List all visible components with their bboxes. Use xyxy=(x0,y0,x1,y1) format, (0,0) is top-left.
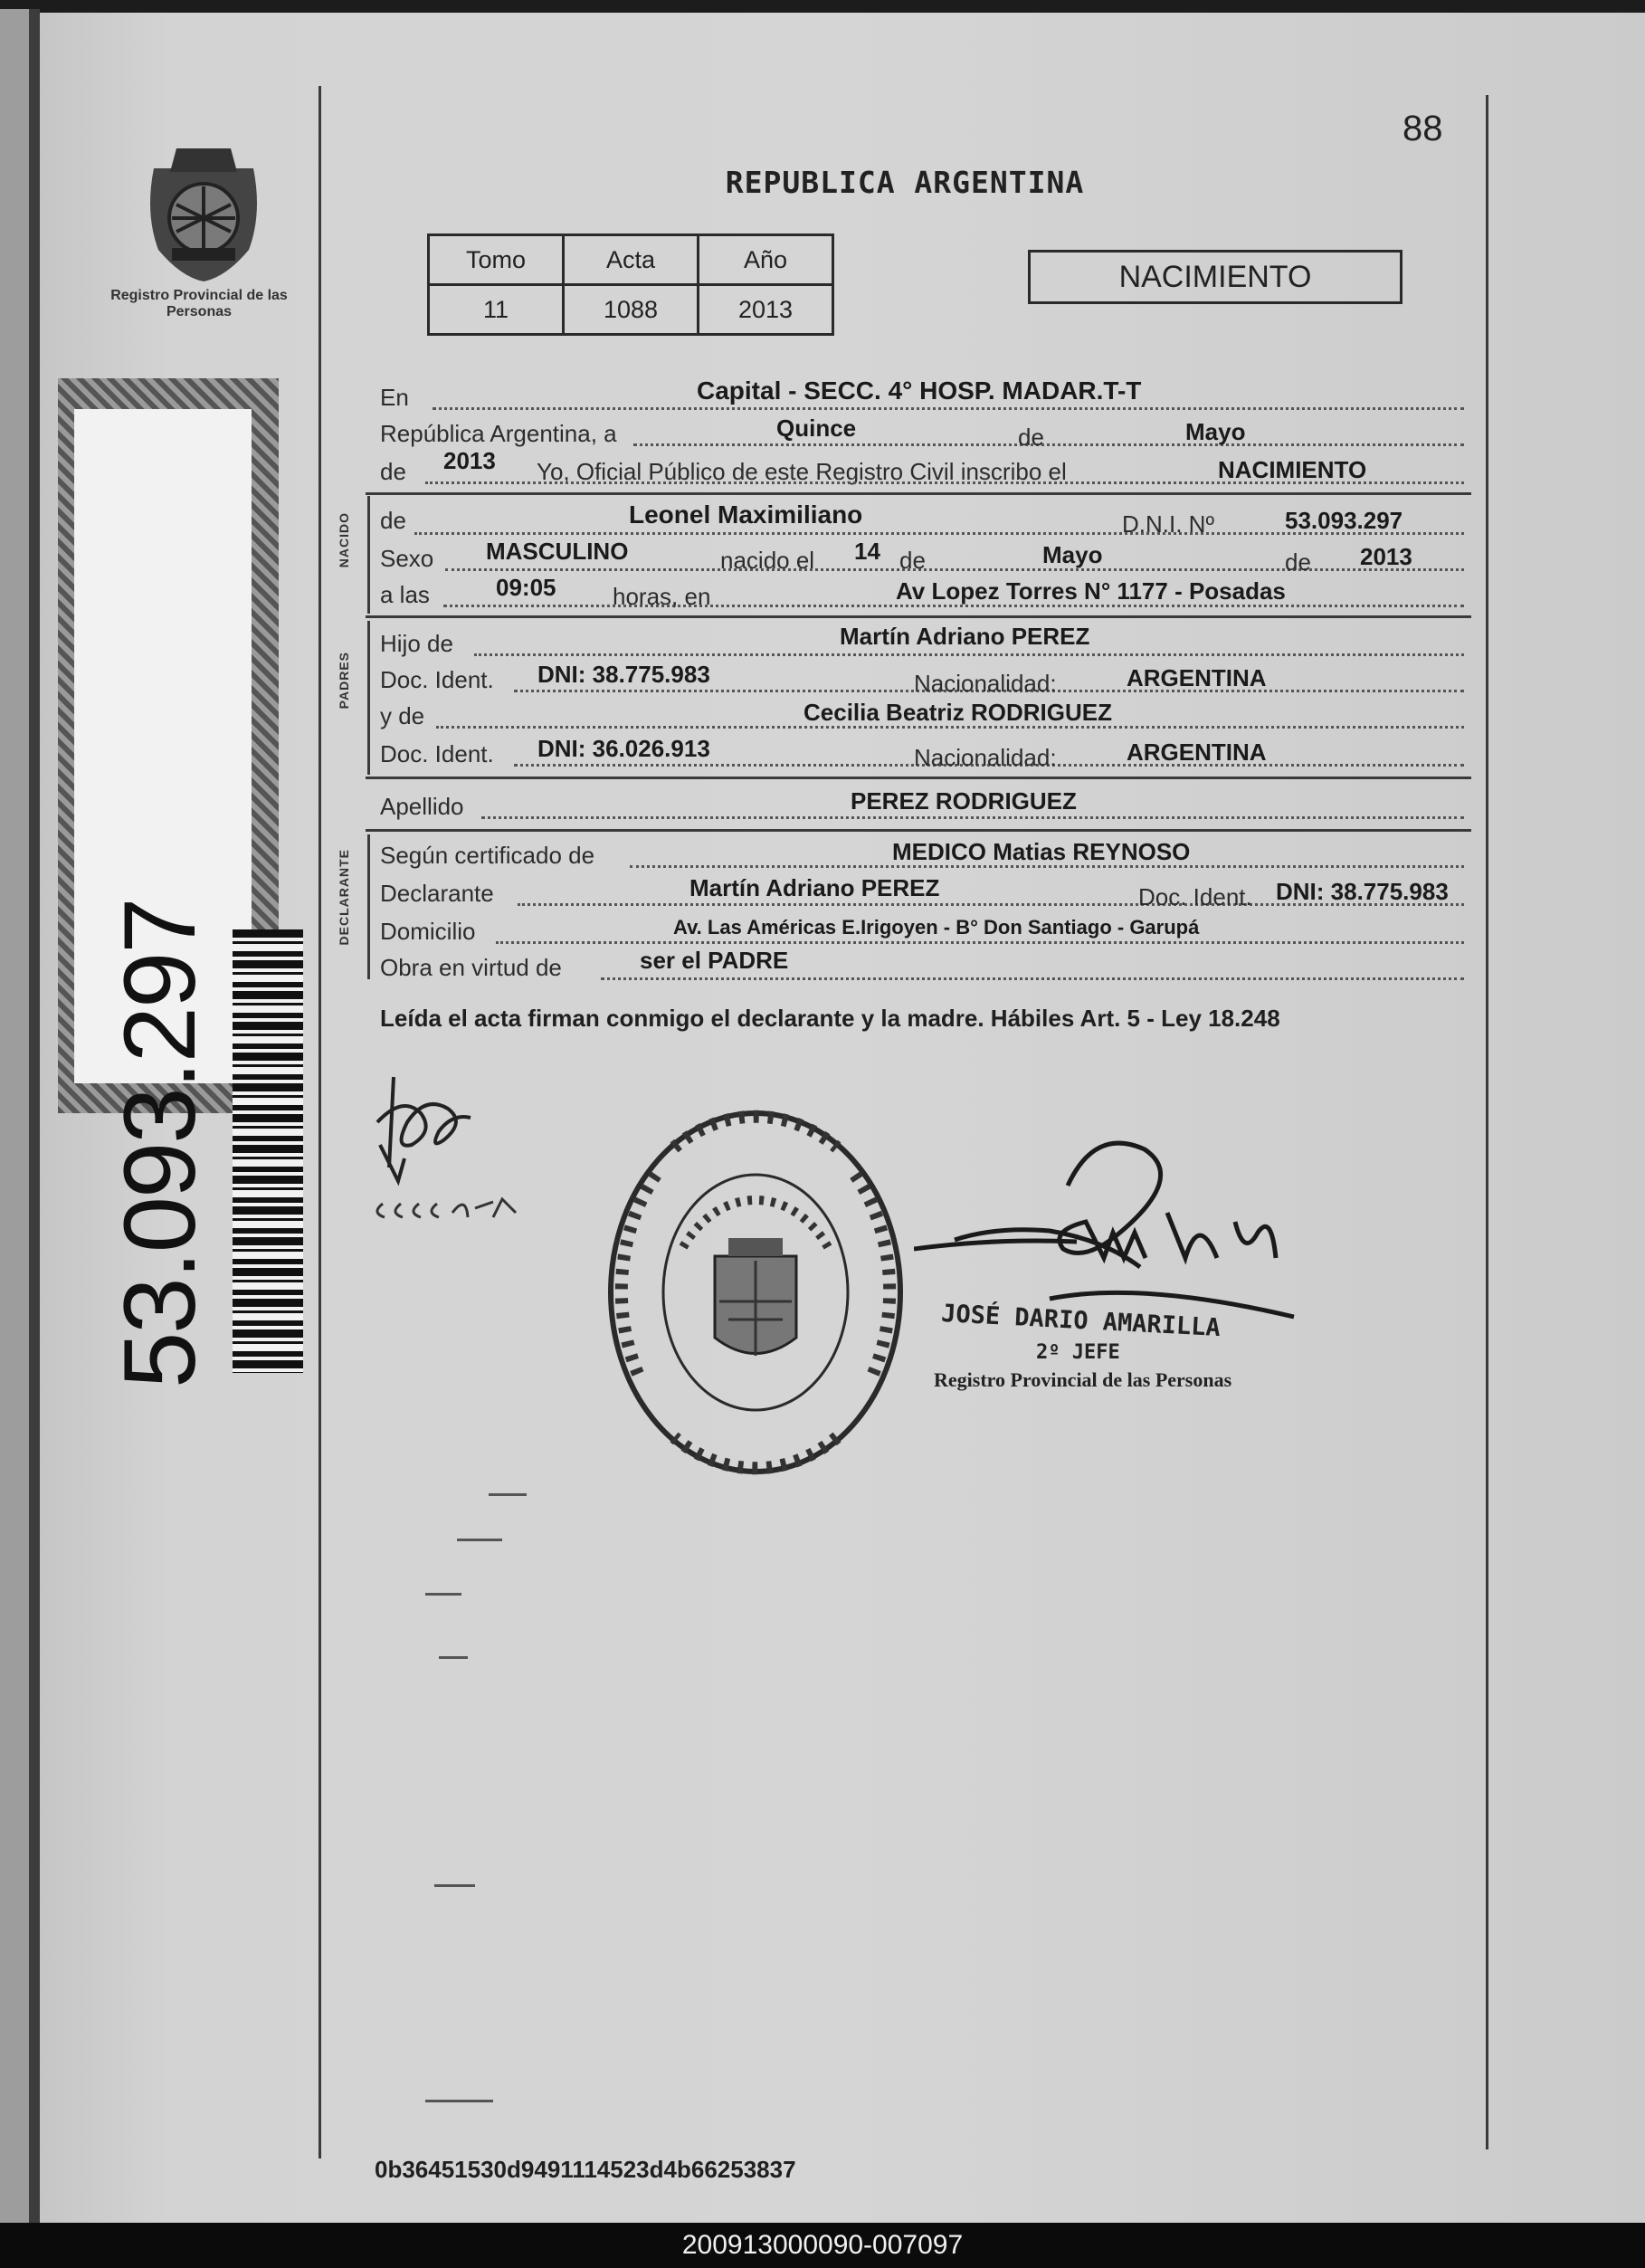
domicilio-value: Av. Las Américas E.Irigoyen - B° Don Santiago - Garupá xyxy=(673,916,1200,939)
y-de-label: y de xyxy=(380,702,425,729)
place-dots xyxy=(433,407,1464,410)
nacido-dni-label: D.N.I. Nº xyxy=(1122,510,1214,538)
birth-year: 2013 xyxy=(1360,543,1412,570)
barcode-number: 53.093.297 xyxy=(103,899,216,1389)
scan-binding-shadow xyxy=(29,9,40,2223)
father-doc: DNI: 38.775.983 xyxy=(537,661,710,688)
hijo-de-label: Hijo de xyxy=(380,630,453,657)
obra-label: Obra en virtud de xyxy=(380,954,562,981)
birth-time: 09:05 xyxy=(496,574,556,601)
mother-nationality: ARGENTINA xyxy=(1127,739,1267,766)
signer-role: 2º JEFE xyxy=(1036,1341,1120,1364)
date-label: República Argentina, a xyxy=(380,420,617,447)
father-nationality-label: Nacionalidad: xyxy=(914,670,1057,697)
declarant-signature-icon xyxy=(366,1059,538,1249)
registry-statement: Yo, Oficial Público de este Registro Civil inscribo el xyxy=(537,458,1067,485)
father-doc-label: Doc. Ident. xyxy=(380,666,494,693)
barcode-bars xyxy=(233,929,303,1373)
statement-value: NACIMIENTO xyxy=(1218,456,1367,483)
nacido-name: Leonel Maximiliano xyxy=(629,500,863,529)
provincial-emblem-icon xyxy=(136,141,271,286)
declarante-section-label: DECLARANTE xyxy=(337,849,351,946)
acta-header: Acta xyxy=(564,235,699,285)
section-rule xyxy=(366,615,1471,618)
father-name: Martín Adriano PEREZ xyxy=(840,623,1090,650)
birth-place: Av Lopez Torres N° 1177 - Posadas xyxy=(896,577,1286,605)
country-title: REPUBLICA ARGENTINA xyxy=(725,165,1085,200)
section-rule xyxy=(366,777,1471,779)
year-value: 2013 xyxy=(443,447,496,474)
date-dots xyxy=(633,443,1464,446)
margin-tick xyxy=(425,1593,461,1596)
apellido-label: Apellido xyxy=(380,793,464,820)
mother-nationality-label: Nacionalidad: xyxy=(914,744,1057,771)
declarante-doc: DNI: 38.775.983 xyxy=(1276,878,1449,905)
father-nationality: ARGENTINA xyxy=(1127,664,1267,691)
hijo-de-dots xyxy=(474,653,1464,656)
left-margin-line xyxy=(319,86,321,2158)
page-number: 88 xyxy=(1403,109,1443,148)
tomo-value: 11 xyxy=(429,285,564,335)
section-rule xyxy=(366,829,1471,832)
signer-office: Registro Provincial de las Personas xyxy=(934,1368,1232,1391)
nacido-dni: 53.093.297 xyxy=(1285,507,1403,534)
padres-section-label: PADRES xyxy=(337,652,351,710)
padres-bracket xyxy=(367,621,370,775)
ano-value: 2013 xyxy=(699,285,833,335)
footer-code: 200913000090-007097 xyxy=(0,2223,1645,2268)
declarante-value: Martín Adriano PEREZ xyxy=(689,874,940,901)
ano-header: Año xyxy=(699,235,833,285)
birth-month: Mayo xyxy=(1042,541,1103,568)
birth-de-label-1: de xyxy=(899,547,926,574)
place-value: Capital - SECC. 4° HOSP. MADAR.T-T xyxy=(697,376,1142,405)
nacido-el-label: nacido el xyxy=(720,547,815,574)
acta-value: 1088 xyxy=(564,285,699,335)
margin-tick xyxy=(425,2100,493,2102)
apellido-dots xyxy=(481,816,1464,819)
act-type-box: NACIMIENTO xyxy=(1028,250,1403,304)
birth-de-label-2: de xyxy=(1285,548,1311,576)
declarante-label: Declarante xyxy=(380,880,494,907)
mother-doc: DNI: 36.026.913 xyxy=(537,735,710,762)
date-month: Mayo xyxy=(1185,418,1246,445)
mother-doc-label: Doc. Ident. xyxy=(380,740,494,767)
closing-statement: Leída el acta firman conmigo el declarante y la madre. Hábiles Art. 5 - Ley 18.248 xyxy=(380,1005,1280,1032)
nacido-name-label: de xyxy=(380,507,406,534)
registry-table xyxy=(427,233,834,336)
declarante-bracket xyxy=(367,834,370,979)
sexo-label: Sexo xyxy=(380,545,434,572)
a-las-label: a las xyxy=(380,581,430,608)
margin-tick xyxy=(434,1884,475,1887)
domicilio-label: Domicilio xyxy=(380,918,476,945)
nacido-section-label: NACIDO xyxy=(337,512,351,568)
mother-name: Cecilia Beatriz RODRIGUEZ xyxy=(803,699,1112,726)
section-rule xyxy=(366,492,1471,495)
apellido-value: PEREZ RODRIGUEZ xyxy=(851,787,1077,815)
margin-tick xyxy=(439,1656,468,1659)
domicilio-dots xyxy=(496,941,1464,944)
officer-signature-icon xyxy=(914,1131,1312,1321)
date-day: Quince xyxy=(776,415,857,442)
horas-label: horas, en xyxy=(613,583,711,610)
document-hash: 0b36451530d9491114523d4b66253837 xyxy=(375,2156,796,2183)
cert-label: Según certificado de xyxy=(380,842,595,869)
tomo-header: Tomo xyxy=(429,235,564,285)
birth-day: 14 xyxy=(854,538,880,565)
margin-tick xyxy=(457,1539,502,1541)
nacido-bracket xyxy=(367,496,370,614)
obra-value: ser el PADRE xyxy=(640,947,789,974)
declarante-doc-label: Doc. Ident. xyxy=(1138,883,1252,910)
date-de-label: de xyxy=(1018,424,1044,451)
official-stamp-icon xyxy=(602,1102,909,1482)
place-label: En xyxy=(380,384,409,411)
margin-tick xyxy=(489,1493,527,1496)
obra-dots xyxy=(601,977,1464,980)
barcode-label xyxy=(74,409,252,1389)
signer-name: JOSÉ DARIO AMARILLA xyxy=(940,1299,1222,1343)
sexo-dots xyxy=(445,568,1464,571)
sexo-value: MASCULINO xyxy=(486,538,629,565)
year-de-label: de xyxy=(380,458,406,485)
registry-logo-text: Registro Provincial de las Personas xyxy=(110,288,288,319)
cert-value: MEDICO Matias REYNOSO xyxy=(892,838,1191,865)
right-margin-line xyxy=(1486,95,1488,2149)
